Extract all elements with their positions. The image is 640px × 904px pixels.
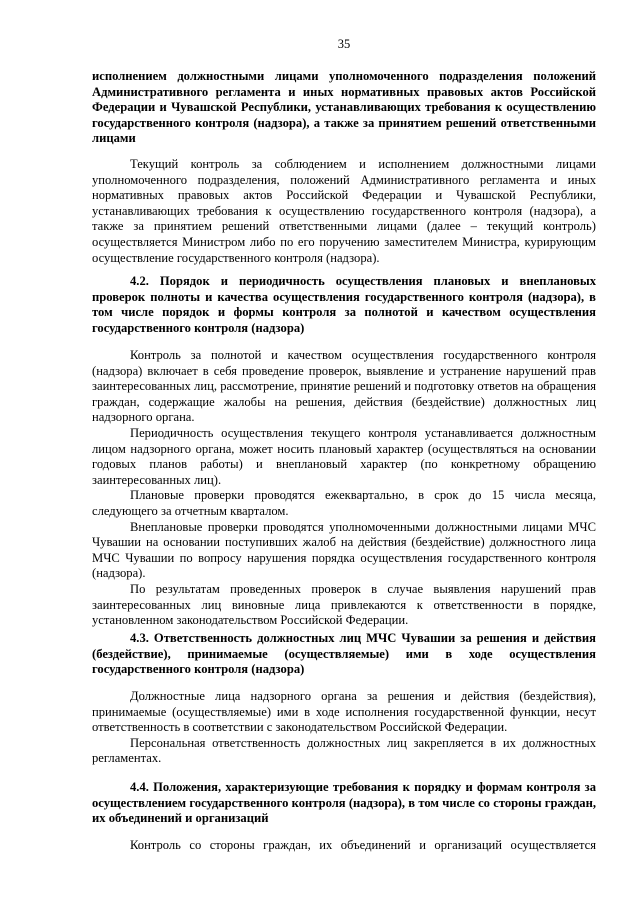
section-4-2-paragraph: Периодичность осуществления текущего контроля устанавливается должностным лицом надзорного органа, может носить плановый характер (осуществляться на основании годовых планов работы) и внеплановый характер (по конкретному обращению заинтересованных лиц).: [92, 425, 596, 487]
section-4-4-paragraph: Контроль со стороны граждан, их объединений и организаций осуществляется: [130, 838, 596, 852]
section-4-2-paragraph: Плановые проверки проводятся ежеквартально, в срок до 15 числа месяца, следующего за отчетным кварталом.: [92, 488, 596, 518]
page-number: 35: [337, 37, 351, 51]
section-4-2-paragraph: По результатам проведенных проверок в случае выявления нарушений прав заинтересованных лиц виновные лица привлекаются к ответственности в порядке, установленном законодательством Российской Федерации.: [92, 581, 596, 628]
document-page: [92, 0, 596, 904]
section-4-3-body: [92, 689, 596, 767]
section-4-2-body: [92, 348, 596, 629]
section-4-3-heading: 4.3. Ответственность должностных лиц МЧС Чувашии за решения и действия (бездействие), принимаемые (осуществляемые) ими в ходе осуществления государственного контроля (надзора): [92, 631, 596, 677]
section-4-2-paragraph: Внеплановые проверки проводятся уполномоченными должностными лицами МЧС Чувашии на основании поступивших жалоб на действия (бездействие) должностного лица МЧС Чувашии по вопросу нарушения порядка осуществления государственного контроля (надзора).: [92, 519, 596, 581]
heading-continuation: исполнением должностными лицами уполномоченного подразделения положений Административного регламента и иных нормативных правовых актов Российской Федерации и Чувашской Республики, устанавливающих требования к осуществлению государственного контроля (надзора), а также за принятием решений ответственными лицами: [92, 69, 596, 146]
section-4-2-paragraph: Контроль за полнотой и качеством осуществления государственного контроля (надзора) включает в себя проведение проверок, выявление и устранение нарушений прав заинтересованных лиц, рассмотрение, принятие решений и подготовку ответов на обращения граждан, содержащие жалобы на решения, действия (бездействие) должностных лиц надзорного органа.: [92, 348, 596, 425]
section-4-3-paragraph: Должностные лица надзорного органа за решения и действия (бездействия), принимаемые (осуществляемые) ими в ходе исполнения государственной функции, несут ответственность в соответствии с законодательством Российской Федерации.: [92, 689, 596, 735]
section-4-2-heading: 4.2. Порядок и периодичность осуществления плановых и внеплановых проверок полноты и качества осуществления государственного контроля (надзора), в том числе порядок и формы контроля за полнотой и качеством осуществления государственного контроля (надзора): [92, 274, 596, 335]
paragraph-current-control: Текущий контроль за соблюдением и исполнением должностными лицами уполномоченного подразделения, положений Административного регламента и иных нормативных правовых актов Российской Федерации и Чувашской Республики, устанавливающих требования к осуществлению государственного контроля (надзора), а также за принятием решений ответственными лицами (далее – текущий контроль) осуществляется Министром либо по его поручению заместителем Министра, курирующим осуществление государственного контроля (надзора).: [92, 157, 596, 265]
section-4-4-heading: 4.4. Положения, характеризующие требования к порядку и формам контроля за осуществлением государственного контроля (надзора), в том числе со стороны граждан, их объединений и организаций: [92, 780, 596, 826]
section-4-3-paragraph: Персональная ответственность должностных лиц закрепляется в их должностных регламентах.: [92, 735, 596, 766]
section-4-4-body: [92, 838, 596, 854]
